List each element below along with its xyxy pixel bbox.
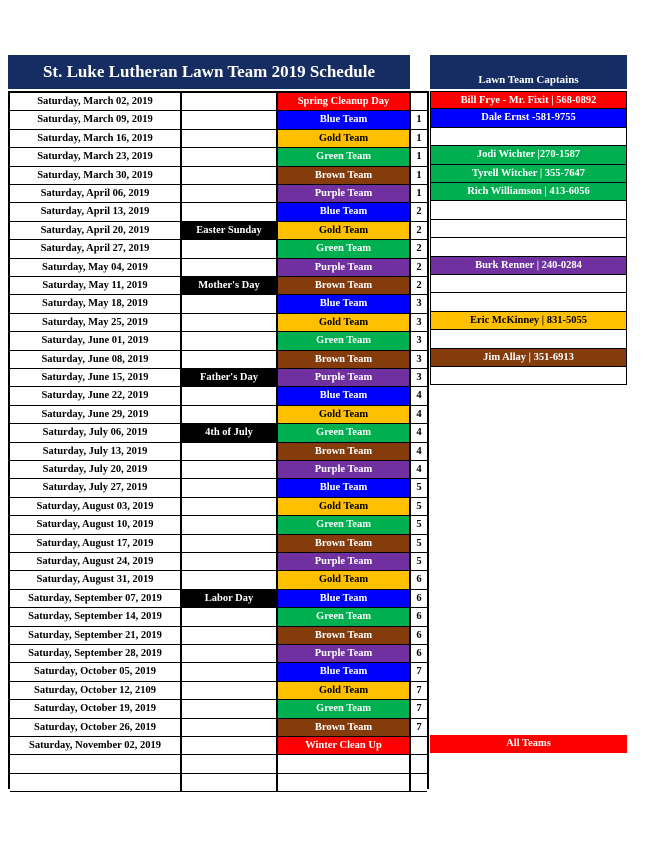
holiday-cell (182, 351, 278, 369)
holiday-cell (182, 406, 278, 424)
week-cell (411, 737, 427, 755)
table-row (10, 314, 427, 332)
team-cell: Brown Team (278, 277, 411, 295)
table-row (10, 571, 427, 589)
date-cell: Saturday, April 20, 2019 (10, 222, 182, 240)
table-row (10, 203, 427, 221)
week-cell: 5 (411, 553, 427, 571)
table-row (10, 332, 427, 350)
week-cell: 4 (411, 387, 427, 405)
team-cell: Green Team (278, 608, 411, 626)
team-cell: Gold Team (278, 222, 411, 240)
date-cell: Saturday, April 06, 2019 (10, 185, 182, 203)
date-cell: Saturday, May 18, 2019 (10, 295, 182, 313)
all-teams-cell: All Teams (430, 735, 627, 753)
holiday-cell: Father's Day (182, 369, 278, 387)
holiday-cell (182, 755, 278, 773)
team-cell: Blue Team (278, 295, 411, 313)
holiday-cell (182, 332, 278, 350)
week-cell: 1 (411, 167, 427, 185)
table-row (10, 369, 427, 387)
week-cell: 3 (411, 332, 427, 350)
holiday-cell (182, 645, 278, 663)
holiday-cell (182, 93, 278, 111)
captain-cell (430, 201, 627, 219)
date-cell: Saturday, August 17, 2019 (10, 535, 182, 553)
date-cell: Saturday, August 03, 2019 (10, 498, 182, 516)
date-cell: Saturday, June 08, 2019 (10, 351, 182, 369)
captain-cell: Eric McKinney | 831-5055 (430, 312, 627, 330)
captain-cell: Tyrell Witcher | 355-7647 (430, 165, 627, 183)
team-cell: Gold Team (278, 314, 411, 332)
week-cell: 2 (411, 259, 427, 277)
captains-header (430, 55, 627, 89)
table-row (10, 406, 427, 424)
table-row (10, 240, 427, 258)
team-cell: Purple Team (278, 185, 411, 203)
table-row (10, 700, 427, 718)
table-row (10, 111, 427, 129)
team-cell: Gold Team (278, 682, 411, 700)
week-cell: 2 (411, 277, 427, 295)
holiday-cell (182, 663, 278, 681)
date-cell: Saturday, July 20, 2019 (10, 461, 182, 479)
table-row (10, 277, 427, 295)
week-cell: 6 (411, 627, 427, 645)
holiday-cell (182, 627, 278, 645)
week-cell: 7 (411, 682, 427, 700)
schedule-table (8, 91, 429, 789)
table-row (10, 535, 427, 553)
week-cell: 2 (411, 203, 427, 221)
captain-cell: Burk Renner | 240-0284 (430, 257, 627, 275)
captain-cell: Dale Ernst -581-9755 (430, 109, 627, 127)
date-cell: Saturday, June 29, 2019 (10, 406, 182, 424)
week-cell: 2 (411, 240, 427, 258)
week-cell: 2 (411, 222, 427, 240)
date-cell: Saturday, August 24, 2019 (10, 553, 182, 571)
week-cell: 3 (411, 369, 427, 387)
team-cell: Blue Team (278, 663, 411, 681)
holiday-cell (182, 443, 278, 461)
date-cell (10, 755, 182, 773)
week-cell: 4 (411, 461, 427, 479)
week-cell (411, 774, 427, 792)
holiday-cell (182, 553, 278, 571)
date-cell: Saturday, September 21, 2019 (10, 627, 182, 645)
week-cell: 5 (411, 479, 427, 497)
holiday-cell: 4th of July (182, 424, 278, 442)
team-cell: Blue Team (278, 387, 411, 405)
table-row (10, 185, 427, 203)
captain-cell: Jim Allay | 351-6913 (430, 349, 627, 367)
holiday-cell (182, 259, 278, 277)
holiday-cell: Labor Day (182, 590, 278, 608)
week-cell: 3 (411, 351, 427, 369)
holiday-cell (182, 516, 278, 534)
holiday-cell (182, 461, 278, 479)
table-row (10, 443, 427, 461)
week-cell: 6 (411, 608, 427, 626)
table-row (10, 590, 427, 608)
table-row (10, 608, 427, 626)
date-cell: Saturday, July 27, 2019 (10, 479, 182, 497)
team-cell: Spring Cleanup Day (278, 93, 411, 111)
team-cell: Gold Team (278, 406, 411, 424)
week-cell: 6 (411, 590, 427, 608)
team-cell: Blue Team (278, 111, 411, 129)
date-cell (10, 774, 182, 792)
table-row (10, 222, 427, 240)
week-cell: 7 (411, 700, 427, 718)
table-row (10, 663, 427, 681)
holiday-cell (182, 608, 278, 626)
team-cell: Brown Team (278, 167, 411, 185)
week-cell (411, 93, 427, 111)
week-cell: 6 (411, 571, 427, 589)
team-cell: Purple Team (278, 645, 411, 663)
holiday-cell (182, 130, 278, 148)
week-cell: 1 (411, 111, 427, 129)
team-cell: Brown Team (278, 443, 411, 461)
date-cell: Saturday, August 10, 2019 (10, 516, 182, 534)
holiday-cell (182, 240, 278, 258)
date-cell: Saturday, April 13, 2019 (10, 203, 182, 221)
captain-cell (430, 128, 627, 146)
week-cell: 6 (411, 645, 427, 663)
holiday-cell (182, 774, 278, 792)
date-cell: Saturday, May 04, 2019 (10, 259, 182, 277)
captain-cell (430, 293, 627, 311)
team-cell: Brown Team (278, 627, 411, 645)
week-cell: 4 (411, 443, 427, 461)
date-cell: Saturday, June 22, 2019 (10, 387, 182, 405)
holiday-cell (182, 700, 278, 718)
date-cell: Saturday, March 16, 2019 (10, 130, 182, 148)
team-cell: Purple Team (278, 553, 411, 571)
holiday-cell (182, 295, 278, 313)
week-cell: 5 (411, 535, 427, 553)
date-cell: Saturday, June 15, 2019 (10, 369, 182, 387)
captain-cell (430, 238, 627, 256)
week-cell: 1 (411, 185, 427, 203)
holiday-cell (182, 185, 278, 203)
holiday-cell (182, 719, 278, 737)
table-row (10, 755, 427, 773)
table-row (10, 498, 427, 516)
team-cell: Gold Team (278, 571, 411, 589)
date-cell: Saturday, May 11, 2019 (10, 277, 182, 295)
team-cell: Green Team (278, 332, 411, 350)
team-cell: Brown Team (278, 351, 411, 369)
date-cell: Saturday, October 05, 2019 (10, 663, 182, 681)
date-cell: Saturday, October 12, 2109 (10, 682, 182, 700)
table-row (10, 516, 427, 534)
date-cell: Saturday, October 19, 2019 (10, 700, 182, 718)
team-cell: Brown Team (278, 719, 411, 737)
table-row (10, 461, 427, 479)
holiday-cell (182, 148, 278, 166)
week-cell: 3 (411, 295, 427, 313)
table-row (10, 553, 427, 571)
week-cell: 4 (411, 406, 427, 424)
date-cell: Saturday, March 23, 2019 (10, 148, 182, 166)
table-row (10, 295, 427, 313)
date-cell: Saturday, March 30, 2019 (10, 167, 182, 185)
date-cell: Saturday, July 13, 2019 (10, 443, 182, 461)
holiday-cell: Easter Sunday (182, 222, 278, 240)
holiday-cell (182, 111, 278, 129)
holiday-cell (182, 682, 278, 700)
week-cell: 7 (411, 719, 427, 737)
date-cell: Saturday, September 07, 2019 (10, 590, 182, 608)
team-cell: Purple Team (278, 369, 411, 387)
week-cell: 5 (411, 516, 427, 534)
holiday-cell: Mother's Day (182, 277, 278, 295)
table-row (10, 774, 427, 792)
holiday-cell (182, 387, 278, 405)
team-cell: Blue Team (278, 203, 411, 221)
captain-cell (430, 330, 627, 348)
table-row (10, 148, 427, 166)
team-cell: Green Team (278, 700, 411, 718)
table-row (10, 479, 427, 497)
captain-cell: Bill Frye - Mr. Fixit | 568-0892 (430, 91, 627, 109)
table-row (10, 627, 427, 645)
holiday-cell (182, 167, 278, 185)
team-cell (278, 755, 411, 773)
week-cell (411, 755, 427, 773)
team-cell: Blue Team (278, 479, 411, 497)
week-cell: 3 (411, 314, 427, 332)
table-row (10, 682, 427, 700)
date-cell: Saturday, June 01, 2019 (10, 332, 182, 350)
schedule-title: St. Luke Lutheran Lawn Team 2019 Schedule (8, 55, 410, 89)
table-row (10, 167, 427, 185)
week-cell: 7 (411, 663, 427, 681)
captain-cell: Rich Williamson | 413-6056 (430, 183, 627, 201)
holiday-cell (182, 535, 278, 553)
date-cell: Saturday, March 02, 2019 (10, 93, 182, 111)
team-cell: Brown Team (278, 535, 411, 553)
team-cell: Blue Team (278, 590, 411, 608)
holiday-cell (182, 737, 278, 755)
holiday-cell (182, 498, 278, 516)
table-row (10, 424, 427, 442)
team-cell: Purple Team (278, 461, 411, 479)
team-cell: Purple Team (278, 259, 411, 277)
table-row (10, 645, 427, 663)
date-cell: Saturday, November 02, 2019 (10, 737, 182, 755)
captains-title: Lawn Team Captains (478, 74, 579, 86)
table-row (10, 387, 427, 405)
table-row (10, 130, 427, 148)
date-cell: Saturday, May 25, 2019 (10, 314, 182, 332)
date-cell: Saturday, August 31, 2019 (10, 571, 182, 589)
captain-cell: Jodi Wichter |270-1587 (430, 146, 627, 164)
table-row (10, 719, 427, 737)
date-cell: Saturday, October 26, 2019 (10, 719, 182, 737)
captain-cell (430, 220, 627, 238)
table-row (10, 259, 427, 277)
table-row (10, 737, 427, 755)
team-cell: Green Team (278, 516, 411, 534)
team-cell: Green Team (278, 148, 411, 166)
week-cell: 1 (411, 148, 427, 166)
table-row (10, 93, 427, 111)
date-cell: Saturday, March 09, 2019 (10, 111, 182, 129)
table-row (10, 351, 427, 369)
holiday-cell (182, 571, 278, 589)
team-cell: Gold Team (278, 498, 411, 516)
team-cell: Green Team (278, 424, 411, 442)
week-cell: 5 (411, 498, 427, 516)
team-cell: Green Team (278, 240, 411, 258)
date-cell: Saturday, July 06, 2019 (10, 424, 182, 442)
week-cell: 4 (411, 424, 427, 442)
date-cell: Saturday, September 28, 2019 (10, 645, 182, 663)
captain-cell (430, 275, 627, 293)
holiday-cell (182, 203, 278, 221)
team-cell: Gold Team (278, 130, 411, 148)
team-cell: Winter Clean Up (278, 737, 411, 755)
holiday-cell (182, 314, 278, 332)
team-cell (278, 774, 411, 792)
week-cell: 1 (411, 130, 427, 148)
holiday-cell (182, 479, 278, 497)
captain-cell (430, 367, 627, 385)
date-cell: Saturday, September 14, 2019 (10, 608, 182, 626)
date-cell: Saturday, April 27, 2019 (10, 240, 182, 258)
